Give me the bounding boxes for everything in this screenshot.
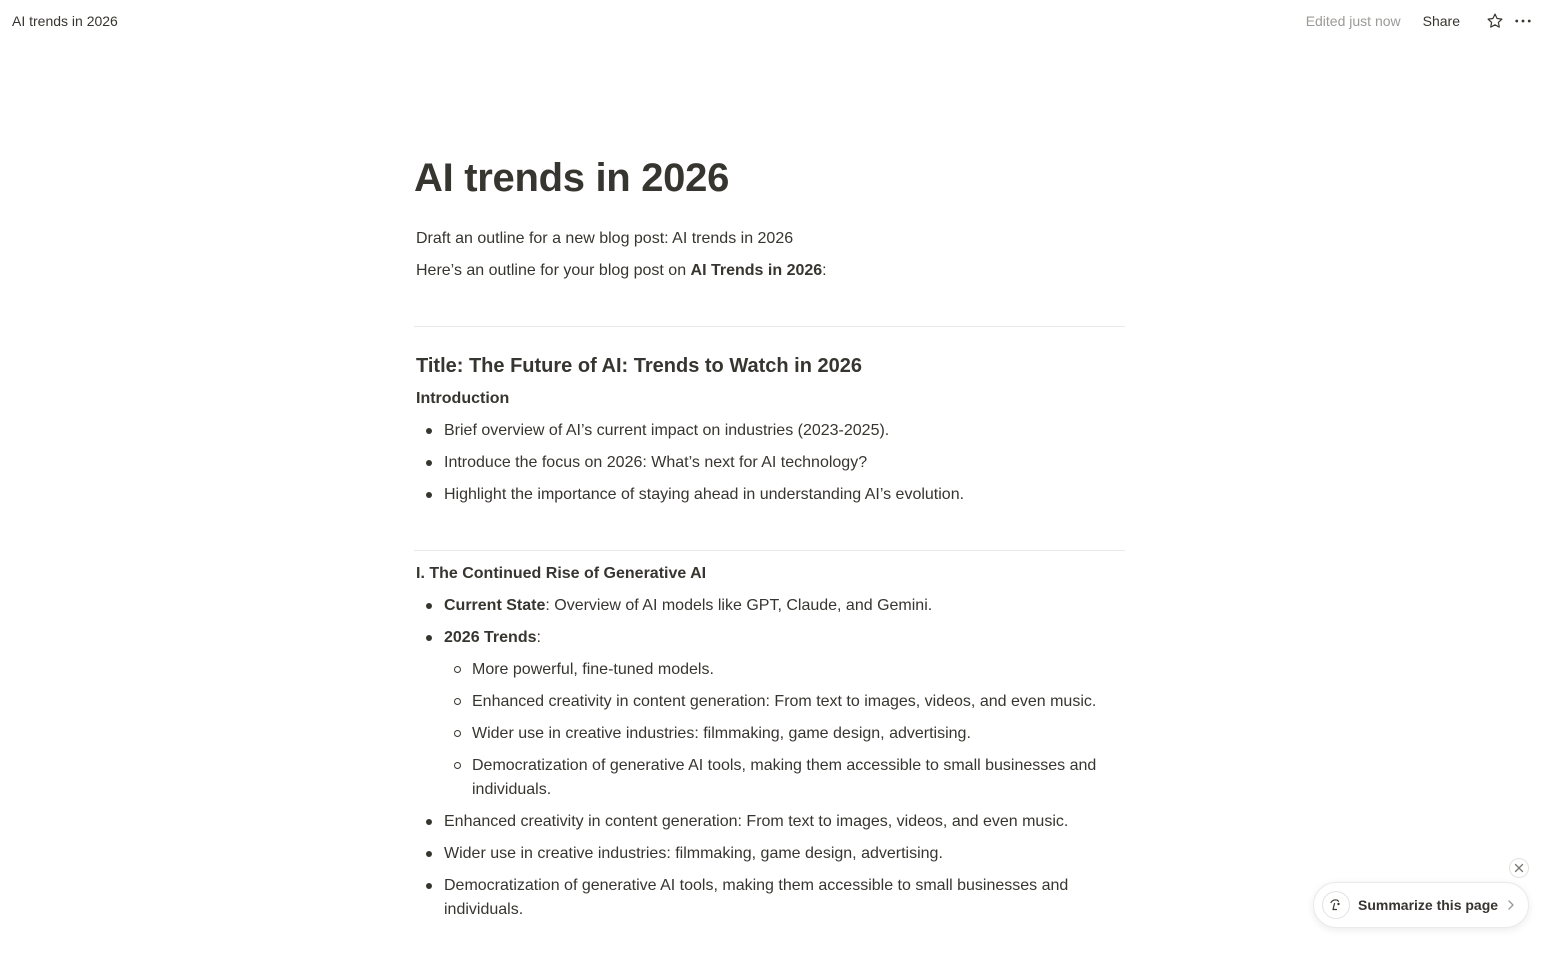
sub-list-item[interactable]: Democratization of generative AI tools, making them accessible to small businesses and individuals. <box>472 754 1122 802</box>
list-item[interactable]: Wider use in creative industries: filmmaking, game design, advertising. <box>444 842 943 866</box>
sub-list-item[interactable]: Enhanced creativity in content generation: From text to images, videos, and even music. <box>472 690 1096 714</box>
list-item[interactable]: Brief overview of AI’s current impact on industries (2023-2025). <box>444 419 889 443</box>
trends-label: 2026 Trends <box>444 629 537 646</box>
topbar-actions <box>1306 10 1534 32</box>
summarize-label: Summarize this page <box>1358 897 1499 913</box>
chevron-right-icon <box>1506 899 1516 911</box>
intro-prefix: Here’s an outline for your blog post on <box>416 262 691 279</box>
introduction-label[interactable]: Introduction <box>416 390 510 407</box>
current-state-label: Current State <box>444 597 546 614</box>
trends-suffix: : <box>536 629 541 646</box>
list-item[interactable]: Democratization of generative AI tools, making them accessible to small businesses and individuals. <box>444 874 1094 922</box>
outline-heading[interactable]: Title: The Future of AI: Trends to Watch in 2026 <box>416 355 862 377</box>
close-icon[interactable] <box>1509 858 1529 878</box>
list-item[interactable]: Enhanced creativity in content generation: From text to images, videos, and even music. <box>444 810 1068 834</box>
page-title[interactable]: AI trends in 2026 <box>414 156 730 200</box>
ai-face-icon <box>1322 891 1350 919</box>
list-item[interactable] <box>444 626 541 650</box>
star-icon[interactable] <box>1484 10 1506 32</box>
top-bar <box>0 0 1546 42</box>
breadcrumb-page[interactable]: AI trends in 2026 <box>12 13 118 29</box>
sub-list-item[interactable]: Wider use in creative industries: filmmaking, game design, advertising. <box>472 722 971 746</box>
sub-list-item[interactable]: More powerful, fine-tuned models. <box>472 658 714 682</box>
summarize-page-button[interactable] <box>1313 882 1529 928</box>
section-heading[interactable]: I. The Continued Rise of Generative AI <box>416 565 707 582</box>
list-item[interactable] <box>444 594 932 618</box>
divider <box>414 326 1125 327</box>
edited-status: Edited just now <box>1305 13 1401 29</box>
list-item[interactable]: Introduce the focus on 2026: What’s next for AI technology? <box>444 451 867 475</box>
intro-text[interactable] <box>416 259 827 283</box>
intro-suffix: : <box>822 262 827 279</box>
more-icon[interactable] <box>1512 10 1534 32</box>
list-item[interactable]: Highlight the importance of staying ahead in understanding AI’s evolution. <box>444 483 964 507</box>
current-state-text: : Overview of AI models like GPT, Claude, and Gemini. <box>545 597 933 614</box>
intro-bold: AI Trends in 2026 <box>690 262 823 279</box>
share-button[interactable]: Share <box>1422 13 1460 29</box>
prompt-text[interactable]: Draft an outline for a new blog post: AI trends in 2026 <box>416 230 794 247</box>
divider <box>414 550 1125 551</box>
